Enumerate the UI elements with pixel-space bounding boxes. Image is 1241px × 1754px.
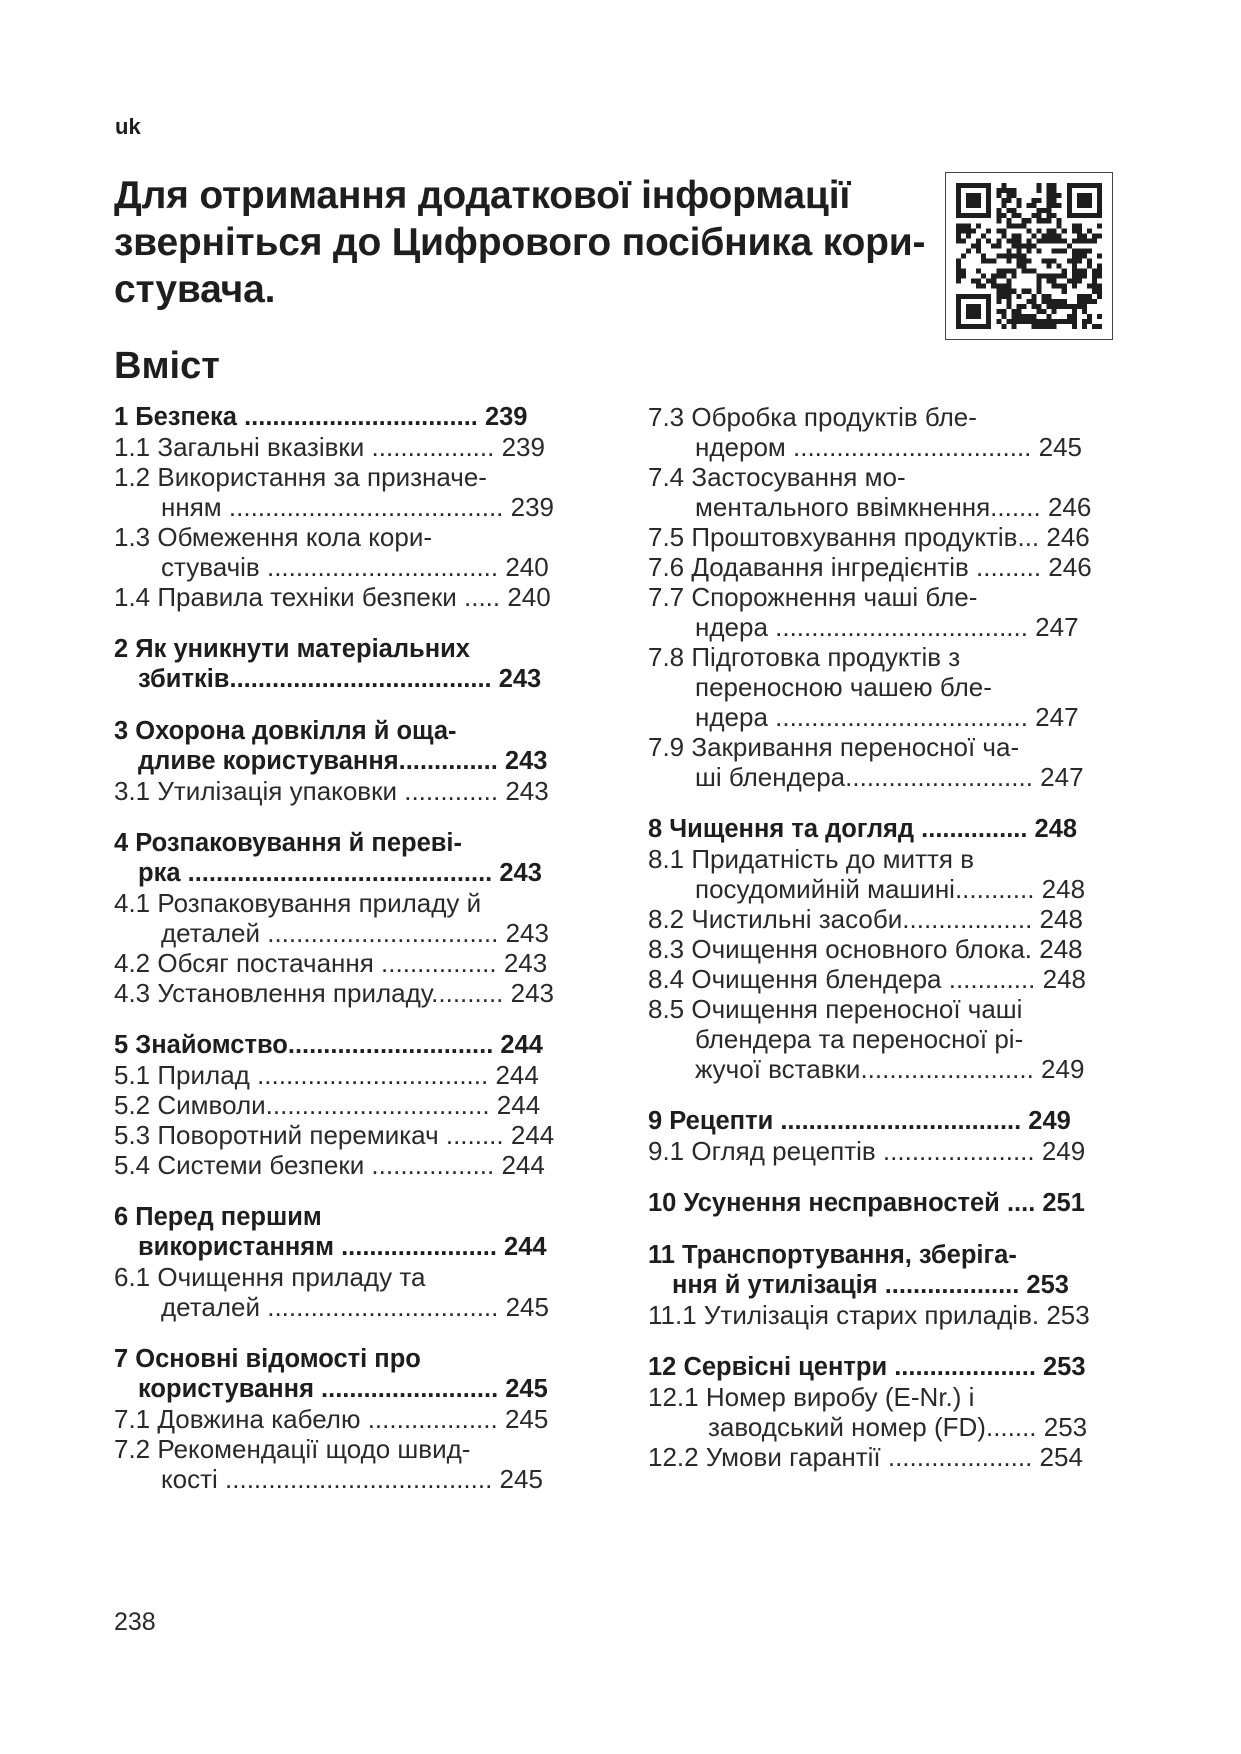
toc-section[interactable]: [648, 522, 1138, 552]
toc-entry-line: 11 Транспортування, зберіга-: [648, 1241, 1017, 1269]
toc-entry-line: 4 Розпаковування й переві-: [114, 829, 463, 857]
toc-entry-line: ндера ................................... 247: [695, 702, 1079, 732]
toc-entry-line: 7.5 Проштовхування продуктів... 246: [648, 522, 1090, 552]
toc-entry-line: 7 Основні відомості про: [114, 1345, 421, 1373]
toc-section[interactable]: [648, 1300, 1138, 1330]
toc-entry-line: рка ........................................... 243: [138, 859, 542, 887]
toc-entry-line: 6 Перед першим: [114, 1203, 322, 1231]
toc-entry-line: 7.1 Довжина кабелю .................. 245: [114, 1404, 549, 1434]
toc-section[interactable]: [114, 776, 604, 806]
toc-section[interactable]: [114, 462, 604, 522]
toc-gap: [114, 1322, 604, 1344]
notice-line: стувача.: [114, 268, 276, 311]
toc-entry-line: 2 Як уникнути матеріальних: [114, 635, 470, 663]
toc-gap: [648, 1166, 1138, 1188]
toc-section[interactable]: [114, 432, 604, 462]
toc-gap: [648, 792, 1138, 814]
toc-gap: [114, 806, 604, 828]
digital-manual-notice: [114, 172, 934, 313]
toc-gap: [114, 1008, 604, 1030]
notice-line: Для отримання додаткової інформації: [114, 174, 851, 217]
toc-section[interactable]: [114, 978, 604, 1008]
toc-entry-line: 3.1 Утилізація упаковки ............. 243: [114, 776, 549, 806]
toc-chapter[interactable]: [114, 828, 604, 888]
toc-section[interactable]: [648, 1382, 1138, 1442]
toc-section[interactable]: [648, 582, 1138, 642]
language-code: uk: [115, 114, 141, 139]
toc-entry-line: 7.2 Рекомендації щодо швид-: [114, 1434, 471, 1464]
toc-section[interactable]: [648, 462, 1138, 522]
toc-chapter[interactable]: [648, 1188, 1138, 1218]
toc-entry-line: 5.3 Поворотний перемикач ........ 244: [114, 1120, 555, 1150]
toc-entry-line: користування ......................... 245: [138, 1375, 548, 1403]
toc-entry-line: 5.2 Символи............................... 244: [114, 1090, 541, 1120]
toc-chapter[interactable]: [114, 1202, 604, 1262]
toc-section[interactable]: [648, 994, 1138, 1084]
qr-code-image: [956, 183, 1102, 329]
toc-entry-line: 7.7 Спорожнення чаші бле-: [648, 582, 978, 612]
toc-entry-line: 1.2 Використання за призначе-: [114, 462, 487, 492]
toc-entry-line: ндером ................................. 245: [695, 432, 1082, 462]
toc-gap: [114, 612, 604, 634]
toc-entry-line: 7.8 Підготовка продуктів з: [648, 642, 961, 672]
toc-chapter[interactable]: [114, 1344, 604, 1404]
toc-entry-line: 7.4 Застосування мо-: [648, 462, 906, 492]
toc-section[interactable]: [114, 888, 604, 948]
toc-gap: [114, 1180, 604, 1202]
toc-entry-line: 12 Сервісні центри .................... 253: [648, 1353, 1086, 1381]
toc-entry-line: 7.6 Додавання інгредієнтів ......... 246: [648, 552, 1092, 582]
toc-gap: [648, 1218, 1138, 1240]
toc-section[interactable]: [648, 1442, 1138, 1472]
toc-entry-line: 12.2 Умови гарантії .................... 254: [648, 1442, 1083, 1472]
notice-line: зверніться до Цифрового посібника кори-: [114, 221, 926, 264]
toc-chapter[interactable]: [648, 1106, 1138, 1136]
toc-entry-line: 5.4 Системи безпеки ................. 244: [114, 1150, 545, 1180]
toc-section[interactable]: [648, 934, 1138, 964]
toc-column-right: [648, 402, 1138, 1472]
toc-entry-line: деталей ................................ 245: [161, 1292, 549, 1322]
toc-entry-line: 4.3 Установлення приладу.......... 243: [114, 978, 555, 1008]
toc-entry-line: 8 Чищення та догляд ............... 248: [648, 815, 1078, 843]
toc-entry-line: ші блендера.......................... 247: [695, 762, 1084, 792]
toc-entry-line: 6.1 Очищення приладу та: [114, 1262, 426, 1292]
toc-entry-line: 8.3 Очищення основного блока. 248: [648, 934, 1083, 964]
toc-section[interactable]: [114, 1120, 604, 1150]
toc-entry-line: використанням ...................... 244: [138, 1233, 547, 1261]
toc-entry-line: жучої вставки........................ 249: [695, 1054, 1085, 1084]
toc-entry-line: ментального ввімкнення....... 246: [695, 492, 1092, 522]
toc-section[interactable]: [648, 844, 1138, 904]
toc-entry-line: стувачів ................................ 240: [161, 552, 549, 582]
toc-entry-line: кості ..................................... 245: [161, 1464, 543, 1494]
qr-code[interactable]: [945, 172, 1113, 340]
toc-entry-line: 11.1 Утилізація старих приладів. 253: [648, 1300, 1090, 1330]
toc-entry-line: переносною чашею бле-: [695, 672, 992, 702]
toc-chapter[interactable]: [114, 402, 604, 432]
toc-section[interactable]: [114, 1150, 604, 1180]
page-number: 238: [114, 1608, 156, 1636]
toc-entry-line: 5.1 Прилад ................................ 244: [114, 1060, 539, 1090]
toc-section[interactable]: [114, 1404, 604, 1434]
toc-section[interactable]: [114, 1060, 604, 1090]
toc-gap: [114, 694, 604, 716]
toc-entry-line: 4.1 Розпаковування приладу й: [114, 888, 482, 918]
toc-gap: [648, 1330, 1138, 1352]
toc-section[interactable]: [648, 552, 1138, 582]
toc-entry-line: 8.2 Чистильні засоби.................. 248: [648, 904, 1083, 934]
toc-section[interactable]: [114, 582, 604, 612]
toc-chapter[interactable]: [648, 1240, 1138, 1300]
toc-entry-line: 1.3 Обмеження кола кори-: [114, 522, 433, 552]
toc-chapter[interactable]: [648, 1352, 1138, 1382]
toc-entry-line: дливе користування.............. 243: [138, 747, 548, 775]
toc-entry-line: 7.3 Обробка продуктів бле-: [648, 402, 977, 432]
toc-entry-line: ння й утилізація ................... 253: [672, 1271, 1069, 1299]
toc-entry-line: 9 Рецепти .................................. 249: [648, 1107, 1071, 1135]
toc-section[interactable]: [648, 1136, 1138, 1166]
toc-chapter[interactable]: [114, 716, 604, 776]
toc-entry-line: 5 Знайомство............................. 244: [114, 1031, 543, 1059]
toc-entry-line: 10 Усунення несправностей .... 251: [648, 1189, 1085, 1217]
toc-entry-line: 1.4 Правила техніки безпеки ..... 240: [114, 582, 551, 612]
toc-entry-line: 1.1 Загальні вказівки ................. 239: [114, 432, 545, 462]
toc-entry-line: 8.5 Очищення переносної чаші: [648, 994, 1023, 1024]
toc-entry-line: ндера ................................... 247: [695, 612, 1079, 642]
toc-entry-line: 3 Охорона довкілля й оща-: [114, 717, 457, 745]
toc-section[interactable]: [114, 1090, 604, 1120]
toc-chapter[interactable]: [114, 634, 604, 694]
toc-section[interactable]: [114, 522, 604, 582]
toc-column-left: [114, 402, 604, 1494]
toc-section[interactable]: [114, 1262, 604, 1322]
toc-entry-line: 8.4 Очищення блендера ............ 248: [648, 964, 1087, 994]
toc-entry-line: 7.9 Закривання переносної ча-: [648, 732, 1020, 762]
toc-section[interactable]: [648, 904, 1138, 934]
toc-section[interactable]: [114, 948, 604, 978]
toc-section[interactable]: [648, 642, 1138, 732]
toc-section[interactable]: [648, 964, 1138, 994]
toc-title: Вміст: [114, 345, 220, 387]
toc-gap: [648, 1084, 1138, 1106]
toc-entry-line: 4.2 Обсяг постачання ................ 243: [114, 948, 548, 978]
toc-chapter[interactable]: [114, 1030, 604, 1060]
toc-entry-line: збитків..................................... 243: [138, 665, 542, 693]
toc-section[interactable]: [648, 402, 1138, 462]
toc-entry-line: 8.1 Придатність до миття в: [648, 844, 975, 874]
toc-entry-line: 12.1 Номер виробу (E-Nr.) і: [648, 1382, 975, 1412]
toc-entry-line: 1 Безпека ................................. 239: [114, 403, 528, 431]
toc-entry-line: 9.1 Огляд рецептів ..................... 249: [648, 1136, 1086, 1166]
toc-entry-line: блендера та переносної рі-: [695, 1024, 1024, 1054]
toc-entry-line: деталей ................................ 243: [161, 918, 549, 948]
toc-chapter[interactable]: [648, 814, 1138, 844]
toc-entry-line: нням ...................................... 239: [161, 492, 554, 522]
toc-section[interactable]: [648, 732, 1138, 792]
toc-entry-line: заводський номер (FD)....... 253: [708, 1412, 1088, 1442]
toc-entry-line: посудомийній машині........... 248: [695, 874, 1086, 904]
toc-section[interactable]: [114, 1434, 604, 1494]
